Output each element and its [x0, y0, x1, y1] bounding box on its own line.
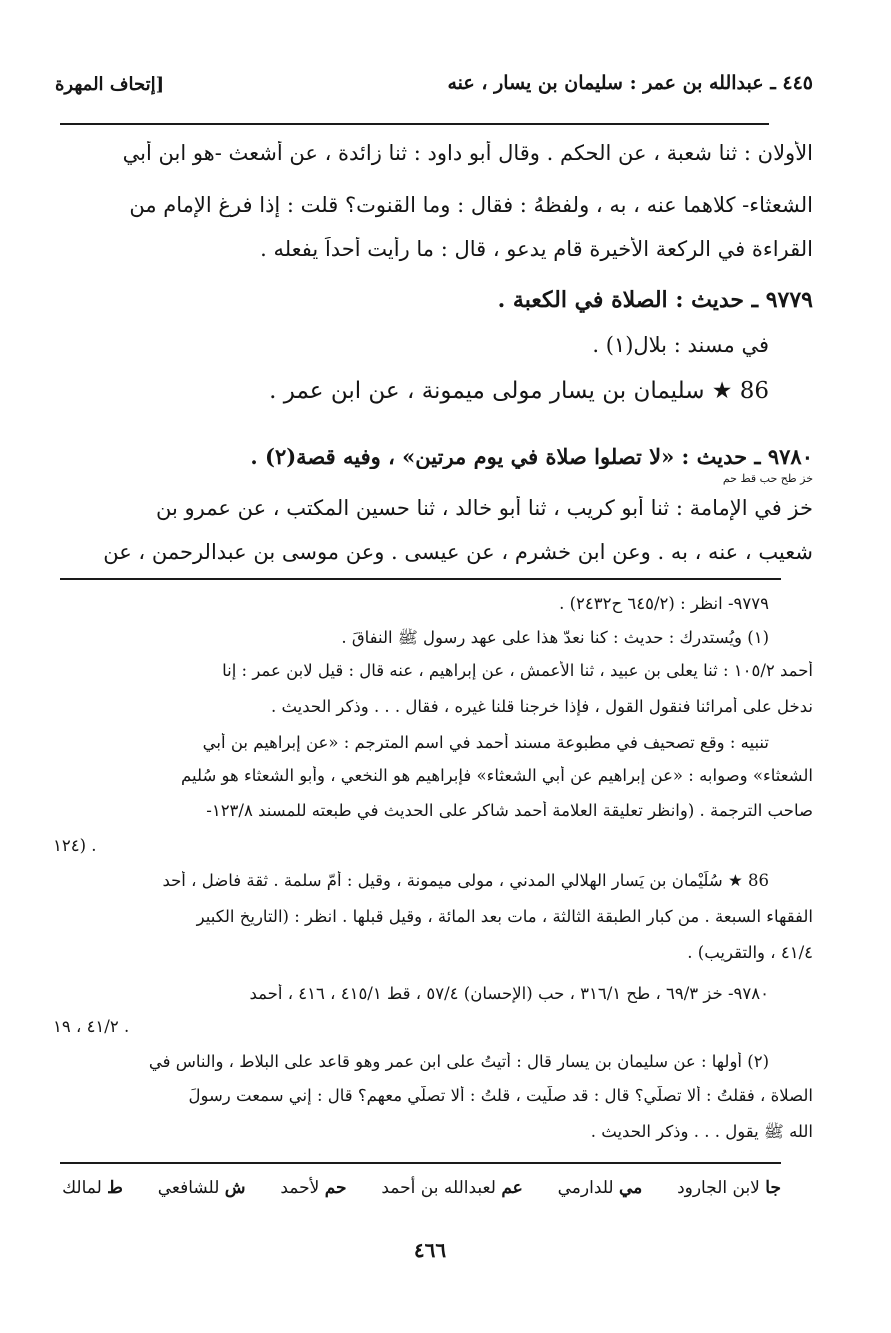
footnote-line: الفقهاء السبعة . من كبار الطبقة الثالثة ، مات بعد المائة ، وقيل قبلها . انظر : (التاريخ الكبير [196, 907, 813, 926]
hadith-heading-9780: ٩٧٨٠ ـ حديث : «لا تصلوا صلاة في يوم مرتين» ، وفيه قصة(٢) . [250, 444, 813, 469]
page-number: ٤٦٦ [413, 1238, 447, 1262]
narrator-section-86: 86 ★ سليمان بن يسار مولى ميمونة ، عن ابن عمر . [269, 378, 769, 404]
legend-item: جا لابن الجارود [677, 1178, 781, 1198]
musnad-reference: في مسند : بلال(١) . [592, 333, 769, 357]
footnote-line: ندخل على أمرائنا فنقول القول ، فإذا خرجنا قلنا غيره ، فقال . . . وذكر الحديث . [270, 697, 813, 716]
sigla-line: خز طح حب قط حم [722, 472, 813, 485]
legend-item: ط لمالك [62, 1178, 123, 1198]
footnote-line: الصلاة ، فقلتُ : ألا تصلّي؟ قال : قد صلّيت ، قلتُ : ألا تصلّي معهم؟ قال : إني سمعت رسولَ [188, 1086, 813, 1105]
legend-item: مي للدارمي [557, 1178, 643, 1198]
footnote-line: صاحب الترجمة . (وانظر تعليقة العلامة أحمد شاكر على الحديث في طبعته للمسند ١٢٣/٨- [206, 801, 813, 820]
footnote-line: ٩٧٧٩- انظر : (٦٤٥/٢ ح٢٤٣٢) . [559, 594, 769, 613]
body-line: الأولان : ثنا شعبة ، عن الحكم . وقال أبو داود : ثنا زائدة ، عن أشعث -هو ابن أبي [122, 141, 813, 165]
footnote-line: ١٢٤) . [53, 836, 97, 855]
body-line: خز في الإمامة : ثنا أبو كريب ، ثنا أبو خالد ، ثنا حسين المكتب ، عن عمرو بن [156, 496, 813, 520]
footnote-line: ٩٧٨٠- خز ٦٩/٣ ، طح ٣١٦/١ ، حب (الإحسان) ٥٧/٤ ، قط ٤١٥/١ ، ٤١٦ ، أحمد [249, 984, 769, 1003]
footnote-line: الشعثاء» وصوابه : «عن إبراهيم عن أبي الشعثاء» فإبراهيم هو النخعي ، وأبو الشعثاء هو سُليم [181, 766, 813, 785]
legend-item: عم لعبدالله بن أحمد [381, 1178, 523, 1198]
body-line: شعيب ، عنه ، به . وعن ابن خشرم ، عن عيسى . وعن موسى بن عبدالرحمن ، عن [103, 540, 813, 564]
running-header-right: ٤٤٥ ـ عبدالله بن عمر : سليمان بن يسار ، عنه [447, 72, 813, 94]
abbreviation-legend [62, 1178, 781, 1198]
footnote-line: أحمد ١٠٥/٢ : ثنا يعلى بن عبيد ، ثنا الأعمش ، عن إبراهيم ، عنه قال : قيل لابن عمر : إنا [222, 661, 813, 680]
legend-item: ش للشافعي [157, 1178, 246, 1198]
body-line: الشعثاء- كلاهما عنه ، به ، ولفظهُ : فقال : وما القنوت؟ قلت : إذا فرغ الإمام من [129, 193, 813, 217]
body-line: القراءة في الركعة الأخيرة قام يدعو ، قال : ما رأيت أحداً يفعله . [260, 237, 813, 261]
header-rule [60, 123, 769, 125]
footnote-line: (٢) أولها : عن سليمان بن يسار قال : أتيتُ على ابن عمر وهو قاعد على البلاط ، والناس في [148, 1052, 769, 1071]
footnote-line: (١) ويُستدرك : حديث : كنا نعدّ هذا على عهد رسول ﷺ النفاقَ . [341, 628, 769, 647]
footnote-line: تنبيه : وقع تصحيف في مطبوعة مسند أحمد في اسم المترجم : «عن إبراهيم بن أبي [202, 733, 769, 752]
footnote-line: 86 ★ سُلَيْمان بن يَسار الهلالي المدني ، مولى ميمونة ، وقيل : أمّ سلمة . ثقة فاضل ، أحد [162, 871, 769, 890]
legend-item: حم لأحمد [280, 1178, 347, 1198]
hadith-heading-9779: ٩٧٧٩ ـ حديث : الصلاة في الكعبة . [497, 287, 813, 313]
footnote-line: ٤١/٢ ، ١٩ . [53, 1017, 130, 1036]
legend-rule [60, 1162, 781, 1164]
footnote-line: ٤١/٤ ، والتقريب) . [687, 943, 813, 962]
running-header-left: [إتحاف المهرة [55, 74, 165, 95]
footnote-line: الله ﷺ يقول . . . وذكر الحديث . [590, 1122, 813, 1141]
footnote-rule [60, 578, 781, 580]
